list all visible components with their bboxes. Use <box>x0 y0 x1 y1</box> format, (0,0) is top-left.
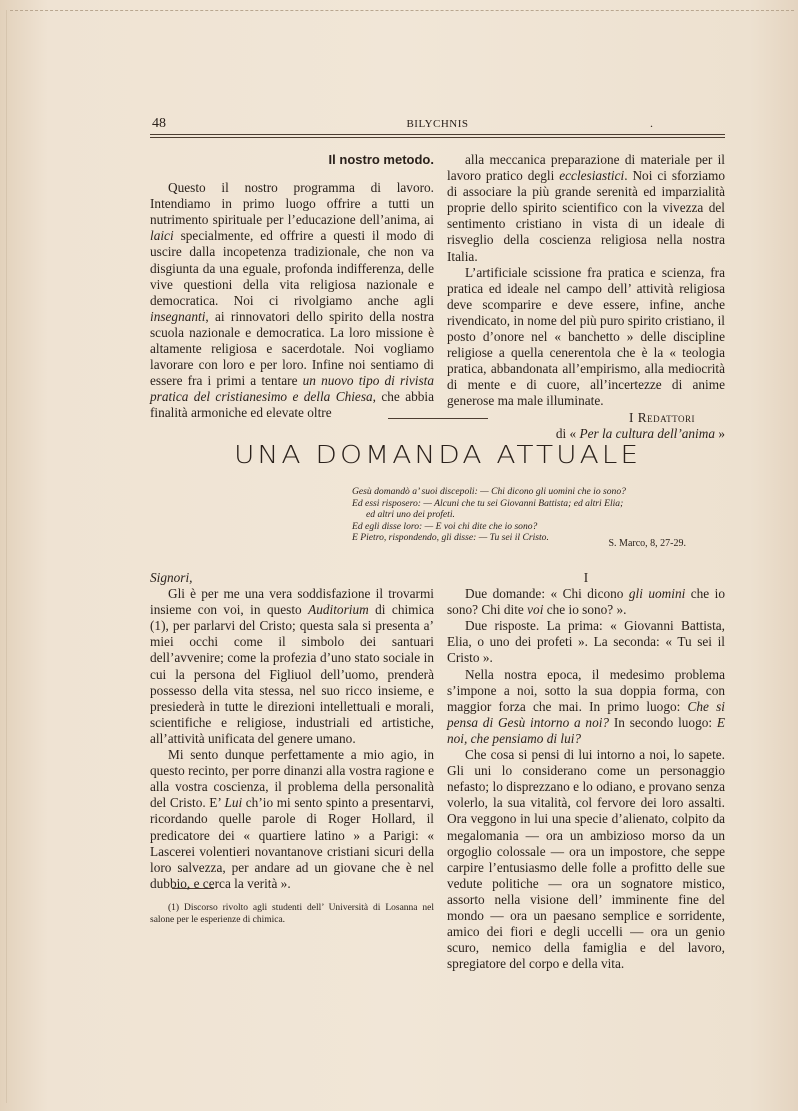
running-header <box>150 116 725 134</box>
paragraph: Nella nostra epoca, il medesimo problema s’impone a noi, sotto la sua doppia forma, con maggior forza che mai. In primo luogo: Che si pensa di Gesù intorno a noi? In secondo luogo: E noi, che pensiamo di lui? <box>447 666 725 746</box>
epigraph-line: Gesù domandò a’ suoi discepoli: — Chi dicono gli uomini che io sono? <box>352 486 626 497</box>
article-left-paragraphs <box>150 586 434 892</box>
paragraph: Questo il nostro programma di lavoro. Intendiamo in primo luogo offrire a tutti un nutrimento spirituale per l’educazione dell’anima, ai laici specialmente, ed offrire a questi il modo di uscire dalla incopetenza tradizionale, che non va disgiunta da una eguale, profonda indifferenza, delle vive questioni della vita religiosa nazionale e democratica. Noi ci rivolgiamo anche agli insegnanti, ai rinnovatori dello spirito della nostra scuola nazionale e democratica. La loro missione è altamente religiosa e sacerdotale. Noi vogliamo lavorare con loro e per loro. Infine noi sentiamo di essere fra i primi a tentare un nuovo tipo di rivista pratica del cristianesimo e della Chiesa, che abbia finalità armoniche ed elevate oltre <box>150 180 434 421</box>
header-rule-thin <box>150 137 725 138</box>
epigraph-line: ed altri uno dei profeti. <box>366 509 455 521</box>
footnote: (1) Discorso rivolto agli studenti dell’ Università di Losanna nel salone per le esperienze di chimica. <box>150 903 434 925</box>
header-mark: . <box>650 116 653 130</box>
epigraph <box>352 486 686 544</box>
paragraph: L’artificiale scissione fra pratica e scienza, fra pratica ed ideale nel campo dell’ attività religiosa deve scomparire e deve essere, infine, anche rivendicato, in nome del più puro spirito cristiano, il posto d’onore nel « banchetto » delle discipline religiose a quella cenerentola che è la « teologia pratica, abbandonata all’empirismo, alla mediocrità di mente e di cuore, all’incertezze di anime generose ma male illuminate. <box>447 264 725 409</box>
salutation: Signori, <box>150 570 193 585</box>
section-numeral: I <box>583 570 589 585</box>
page-left-edge <box>6 10 7 1103</box>
paragraph: Che cosa si pensi di lui intorno a noi, lo sapete. Gli uni lo considerano come un personaggio nefasto; lo disprezzano e lo odiano, e provano senza volerlo, la sua vitalità, col fervore dei loro assalti. Ora veggono in lui una specie d’alienato, colpito da megalomania — ora un ambizioso morso da un orgoglio colossale — ora un impostore, che seppe carpire l’entusiasmo delle folle a profitto delle sue vedute politiche — ora un sognatore mistico, assorto nella visione dell’ imminente fine del mondo — ora un paesano semplice e sorridente, amico dei fiori e degli uccelli — ora un genio scuro, nemico della famiglia e del lavoro, spregiatore del corpo e della vita. <box>447 747 725 972</box>
footnote-rule <box>172 888 214 889</box>
header-rule <box>150 134 725 135</box>
paragraph: Due domande: « Chi dicono gli uomini che io sono? Chi dite voi che io sono? ». <box>447 586 725 618</box>
paragraph: Due risposte. La prima: « Giovanni Battista, Elia, o uno dei profeti ». La seconda: « Tu sei il Cristo ». <box>447 618 725 666</box>
paragraph: Gli è per me una vera soddisfazione il trovarmi insieme con voi, in questo Auditorium di chimica (1), per parlarvi del Cristo; questa sala si presenta a’ miei occhi come il simbolo dei santuari dell’avvenire; come la profezia d’uno stato sociale in cui la persona del Figliuol dell’uomo, prenderà possesso della vita stessa, nel suo ricco insieme, e presiederà in tutte le direzioni intellettuali e morali, scientifiche e religiose, industriali ed artistiche, all’attività unificata del genere umano. <box>150 586 435 746</box>
top-left-paragraphs <box>150 180 434 421</box>
epigraph-line: Ed egli disse loro: — E voi chi dite che io sono? <box>352 520 538 532</box>
article-left-column <box>150 570 434 892</box>
section-divider <box>388 418 488 419</box>
article-right-paragraphs <box>447 586 725 972</box>
paragraph: Mi sento dunque perfettamente a mio agio, in questo recinto, per porre dinanzi alla vostra ragione e alla vostra coscienza, il problema della personalità del Cristo. E’ Lui ch’io mi sento spinto a presentarvi, ricordando quelle parole di Roger Hollard, il predicatore dei « quartiere latino » a Parigi: « Lascerei volentieri novantanove cristiani sicuri della loro salvezza, per andare ad un giovane che è nel dubbio, e cerca la verità ». <box>150 747 434 891</box>
paragraph: alla meccanica preparazione di materiale per il lavoro pratico degli ecclesiastici. Noi ci sforziamo di associare la più grande serenità ed imparzialità proprie dello spirito scientifico con la vivezza del sentimento cristiano in vista di un ideale di risveglio della coscienza religiosa nella nostra Italia. <box>447 152 725 264</box>
epigraph-line: Ed essi risposero: — Alcuni che tu sei Giovanni Battista; ed altri Elia; <box>352 497 624 509</box>
signature: I Redattori <box>629 409 695 425</box>
page-number: 48 <box>152 116 166 131</box>
section-title: Il nostro metodo. <box>328 152 434 167</box>
article-title: UNA DOMANDA ATTUALE <box>233 439 642 470</box>
page-top-edge <box>10 10 794 13</box>
top-left-column <box>150 152 434 422</box>
epigraph-line: E Pietro, rispondendo, gli disse: — Tu sei il Cristo. <box>352 532 549 544</box>
epigraph-reference: S. Marco, 8, 27-29. <box>608 538 686 549</box>
article-right-column <box>447 570 725 972</box>
running-title: BILYCHNIS <box>406 118 469 130</box>
top-right-column <box>447 152 725 442</box>
signature-line2: di « Per la cultura dell’anima » <box>555 425 725 441</box>
top-right-paragraphs <box>447 152 725 410</box>
